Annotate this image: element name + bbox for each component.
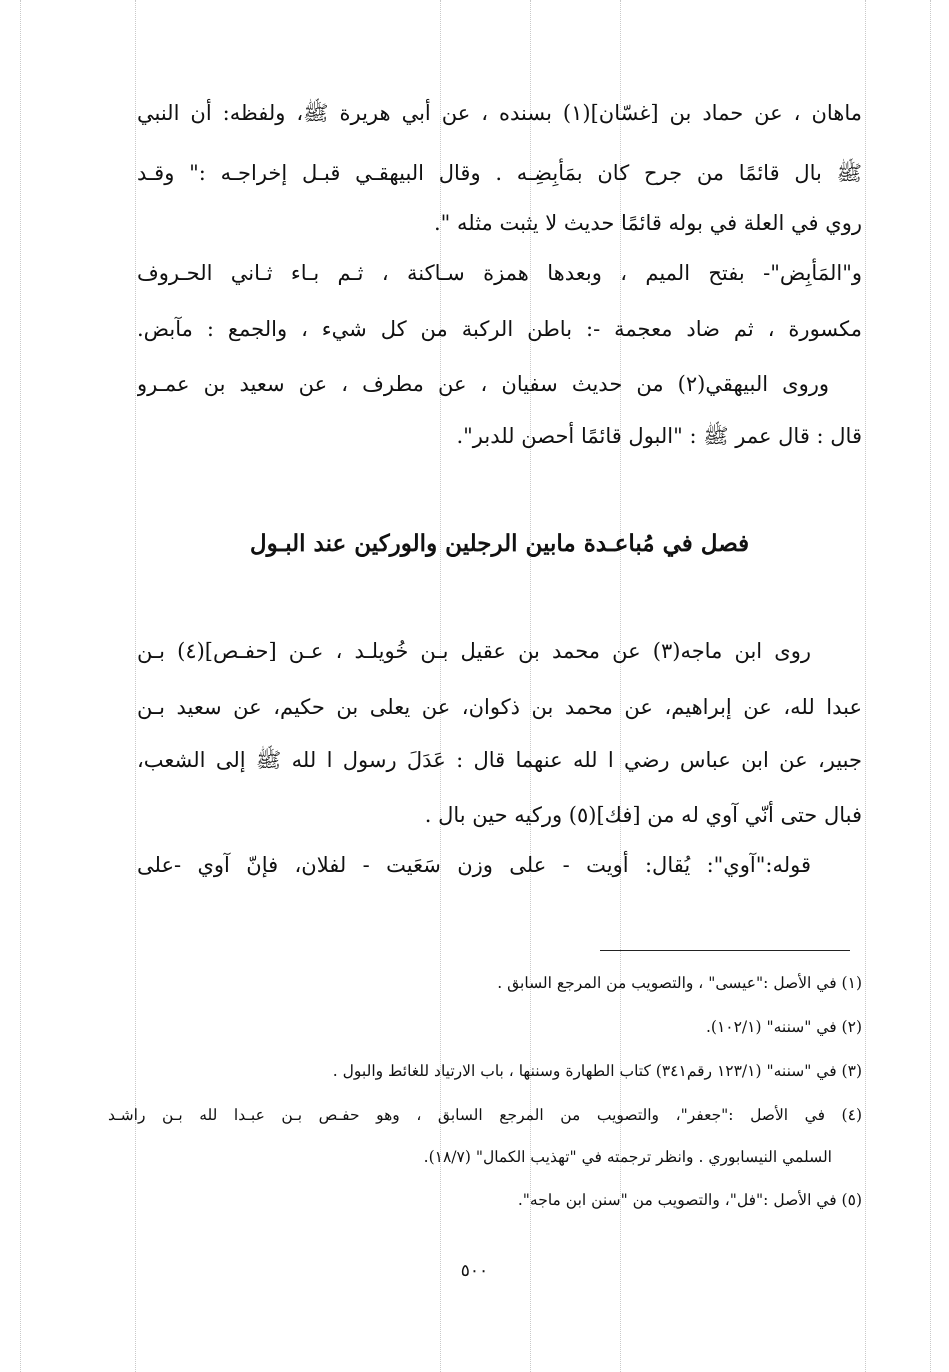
body-line: جبير، عن ابن عباس رضي ا لله عنهما قال : عَدَلَ رسول ا لله ﷺ إلى الشعب، [137, 748, 862, 772]
section-heading: فصل في مُباعـدة مابين الرجلين والوركين عند البـول [249, 530, 750, 557]
body-line: فبال حتى أنّي آوي له من [فك](٥) وركيه حين بال . [424, 803, 862, 827]
body-line: و"المَأْبِض"- بفتح الميم ، وبعدها همزة سـاكنة ، ثـم بـاء ثـاني الحـروف [137, 261, 862, 285]
footnote-5: (٥) في الأصل :"فل"، والتصويب من "سنن ابن ماجه". [517, 1191, 862, 1209]
body-line: وروى البيهقي(٢) من حديث سفيان ، عن مطرف ، عن سعيد بن عمـرو [137, 372, 829, 396]
footnote-separator [600, 950, 850, 951]
body-line: عبدا لله، عن إبراهيم، عن محمد بن ذكوان، عن يعلى بن حكيم، عن سعيد بـن [137, 695, 862, 719]
page-number: ٥٠٠ [460, 1261, 489, 1281]
body-line: روى ابن ماجه(٣) عن محمد بن عقيل بـن خُويلـد ، عـن [حفـص](٤) بـن [137, 639, 811, 663]
footnote-4: (٤) في الأصل :"جعفر"، والتصويب من المرجع السابق ، وهو حفـص بـن عبـدا لله بـن راشـد [108, 1106, 862, 1124]
body-line: قال : قال عمر ﷺ : "البول قائمًا أحصن للدبر". [456, 424, 862, 448]
footnote-4-continued: السلمي النيسابوري . وانظر ترجمته في "تهذيب الكمال" (١٨/٧). [423, 1148, 832, 1166]
body-line: روي في العلة في بوله قائمًا حديث لا يثبت مثله ". [433, 211, 862, 235]
body-line: ماهان ، عن حماد بن [غسّان](١) بسنده ، عن أبي هريرة ﷺ، ولفظه: أن النبي [137, 101, 862, 125]
footnote-1: (١) في الأصل :"عيسى" ، والتصويب من المرجع السابق . [497, 974, 862, 992]
body-line: مكسورة ، ثم ضاد معجمة -: باطن الركبة من كل شيء ، والجمع : مآبض. [137, 317, 862, 341]
footnote-3: (٣) في "سننه" (١٢٣/١ رقم٣٤١) كتاب الطهارة وسننها ، باب الارتياد للغائط والبول . [332, 1062, 862, 1080]
body-line: قوله:"آوي": يُقال: أويت - على وزن سَعَيت - لفلان، فإنّ آوي -على [137, 853, 811, 877]
body-line: ﷺ بال قائمًا من جرح كان بمَأْبِضِـه . وقال البيهقـي قبـل إخراجـه :" وقـد [137, 161, 862, 185]
footnote-2: (٢) في "سننه" (١٠٢/١). [705, 1018, 862, 1036]
